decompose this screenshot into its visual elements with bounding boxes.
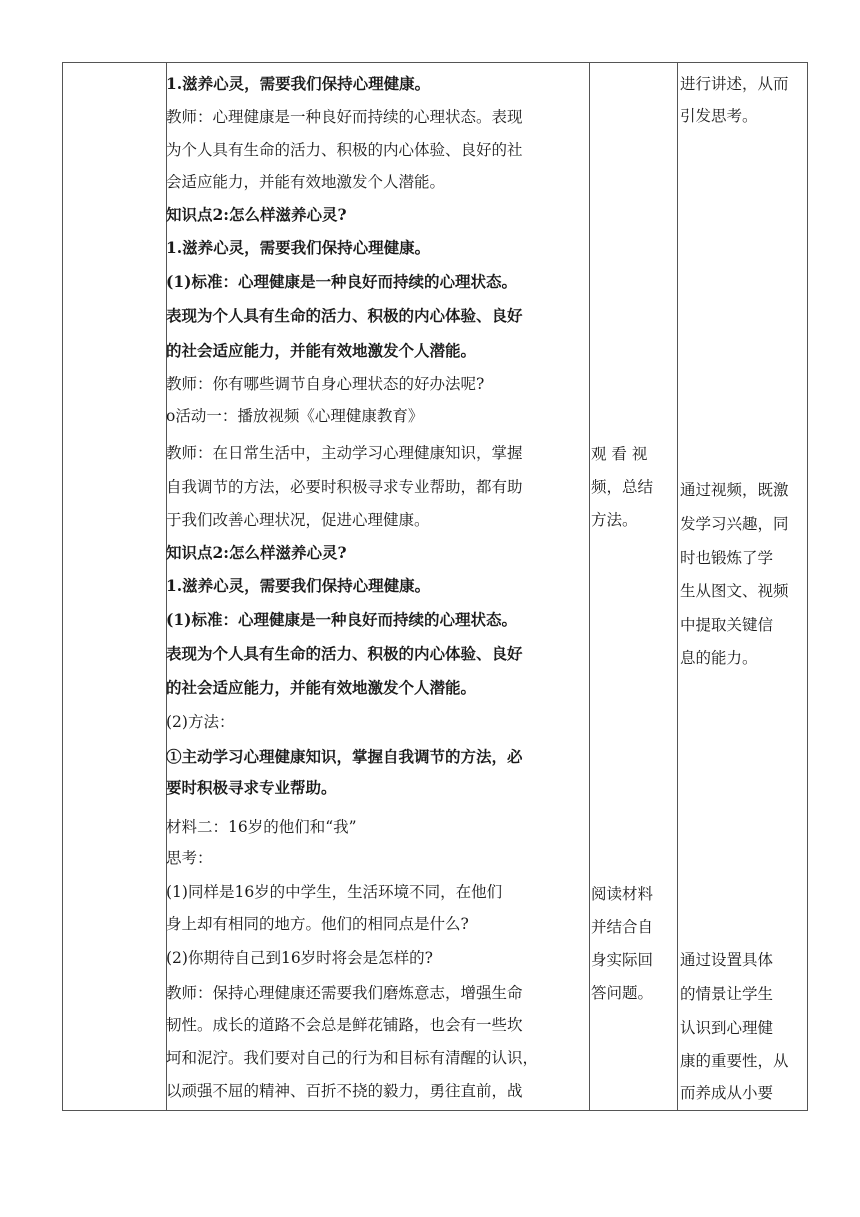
text-line: 1.滋养心灵，需要我们保持心理健康。 — [166, 74, 431, 93]
column-divider — [589, 63, 590, 1110]
text-line: 1.滋养心灵，需要我们保持心理健康。 — [166, 576, 431, 595]
text-line: (1)同样是16岁的中学生，生活环境不同，在他们 — [166, 883, 503, 901]
text-line: 为个人具有生命的活力、积极的内心体验、良好的社 — [166, 141, 523, 159]
text-line: 中提取关键信 — [680, 616, 774, 634]
text-line: (1)标准：心理健康是一种良好而持续的心理状态。 — [166, 610, 517, 629]
text-line: 发学习兴趣，同 — [680, 515, 789, 533]
text-line: 教师：你有哪些调节自身心理状态的好办法呢? — [166, 375, 485, 393]
text-line: 1.滋养心灵，需要我们保持心理健康。 — [166, 238, 431, 257]
text-line: 身实际回 — [591, 951, 654, 969]
text-line: 观 看 视 — [591, 445, 648, 463]
text-line: 通过视频，既激 — [680, 481, 789, 499]
text-line: 表现为个人具有生命的活力、积极的内心体验、良好 — [166, 644, 523, 663]
text-line: (1)标准：心理健康是一种良好而持续的心理状态。 — [166, 272, 517, 291]
text-line: 认识到心理健 — [680, 1019, 774, 1037]
text-line: 康的重要性，从 — [680, 1052, 789, 1070]
text-line: 生从图文、视频 — [680, 582, 789, 600]
text-line: 进行讲述，从而 — [680, 75, 789, 93]
text-line: ①主动学习心理健康知识，掌握自我调节的方法，必 — [166, 747, 523, 766]
text-line: 阅读材料 — [591, 885, 654, 903]
text-line: 韧性。成长的道路不会总是鲜花铺路，也会有一些坎 — [166, 1016, 523, 1034]
text-line: 于我们改善心理状况，促进心理健康。 — [166, 511, 430, 529]
text-line: 方法。 — [591, 511, 638, 529]
text-line: 会适应能力，并能有效地激发个人潜能。 — [166, 173, 446, 191]
text-line: 知识点2:怎么样滋养心灵? — [166, 205, 347, 224]
text-line: 引发思考。 — [680, 107, 758, 125]
column-divider — [677, 63, 678, 1110]
text-line: 的情景让学生 — [680, 985, 774, 1003]
text-line: (2)你期待自己到16岁时将会是怎样的? — [166, 949, 433, 967]
text-line: 频，总结 — [591, 478, 654, 496]
text-line: 通过设置具体 — [680, 951, 774, 969]
text-line: 的社会适应能力，并能有效地激发个人潜能。 — [166, 678, 477, 697]
text-line: 教师：心理健康是一种良好而持续的心理状态。表现 — [166, 108, 523, 126]
text-line: 思考： — [166, 849, 213, 867]
text-line: o活动一：播放视频《心理健康教育》 — [166, 407, 424, 425]
text-line: 要时积极寻求专业帮助。 — [166, 778, 337, 797]
text-line: 自我调节的方法，必要时积极寻求专业帮助，都有助 — [166, 478, 523, 496]
text-line: 身上却有相同的地方。他们的相同点是什么? — [166, 915, 469, 933]
text-line: 知识点2:怎么样滋养心灵? — [166, 543, 347, 562]
text-line: 时也锻炼了学 — [680, 549, 774, 567]
text-line: 表现为个人具有生命的活力、积极的内心体验、良好 — [166, 306, 523, 325]
text-line: (2)方法： — [166, 713, 235, 731]
text-line: 坷和泥泞。我们要对自己的行为和目标有清醒的认识， — [166, 1049, 539, 1067]
text-line: 息的能力。 — [680, 649, 758, 667]
text-line: 答问题。 — [591, 984, 654, 1002]
text-line: 并结合自 — [591, 918, 654, 936]
text-line: 材料二：16岁的他们和“我” — [166, 818, 357, 836]
text-line: 教师：保持心理健康还需要我们磨炼意志，增强生命 — [166, 984, 523, 1002]
text-line: 的社会适应能力，并能有效地激发个人潜能。 — [166, 341, 477, 360]
text-line: 教师：在日常生活中，主动学习心理健康知识，掌握 — [166, 444, 523, 462]
text-line: 而养成从小要 — [680, 1084, 774, 1102]
lesson-plan-table — [62, 62, 808, 1111]
text-line: 以顽强不屈的精神、百折不挠的毅力，勇往直前，战 — [166, 1082, 523, 1100]
